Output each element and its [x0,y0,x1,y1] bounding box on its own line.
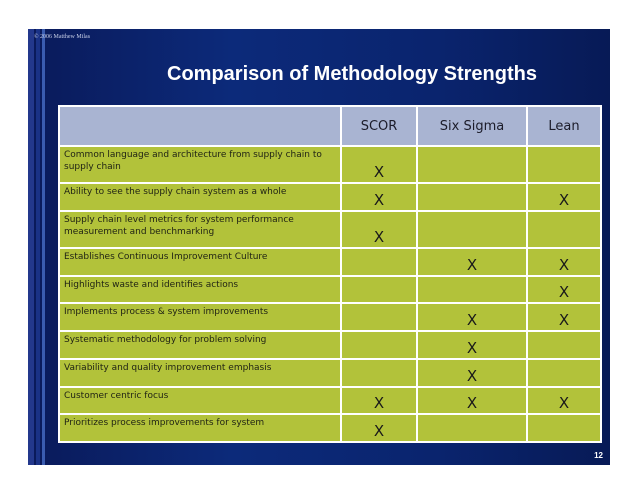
table-row [59,359,601,387]
criterion-label: Prioritizes process improvements for system [59,414,341,442]
lean-cell: X [527,276,601,304]
page-number: 12 [594,451,603,460]
scor-cell [341,303,417,331]
six-sigma-cell [417,414,527,442]
scor-cell: X [341,414,417,442]
criterion-label: Implements process & system improvements [59,303,341,331]
table-row [59,414,601,442]
left-accent-bar [42,29,45,465]
criterion-label: Highlights waste and identifies actions [59,276,341,304]
six-sigma-cell [417,183,527,211]
table-row [59,146,601,183]
table-header-row [59,106,601,146]
table-row [59,331,601,359]
header-scor: SCOR [341,106,417,146]
six-sigma-cell: X [417,303,527,331]
scor-cell [341,359,417,387]
table-row [59,303,601,331]
header-six-sigma: Six Sigma [417,106,527,146]
scor-cell [341,248,417,276]
scor-cell [341,331,417,359]
copyright-notice: © 2006 Matthew Milas [34,34,91,40]
left-accent-bar [28,29,34,465]
slide-title: Comparison of Methodology Strengths [167,63,537,85]
lean-cell: X [527,387,601,415]
six-sigma-cell: X [417,331,527,359]
table-row [59,276,601,304]
criterion-label: Systematic methodology for problem solving [59,331,341,359]
lean-cell: X [527,303,601,331]
six-sigma-cell: X [417,387,527,415]
lean-cell [527,146,601,183]
six-sigma-cell [417,146,527,183]
criterion-label: Variability and quality improvement emphasis [59,359,341,387]
criterion-label: Establishes Continuous Improvement Culture [59,248,341,276]
criterion-label: Customer centric focus [59,387,341,415]
lean-cell [527,331,601,359]
six-sigma-cell: X [417,359,527,387]
criterion-label: Supply chain level metrics for system performance measurement and benchmarking [59,211,341,248]
table-row [59,387,601,415]
left-accent-bar [36,29,40,465]
lean-cell [527,211,601,248]
lean-cell: X [527,248,601,276]
lean-cell [527,359,601,387]
scor-cell [341,276,417,304]
six-sigma-cell [417,211,527,248]
six-sigma-cell: X [417,248,527,276]
comparison-table [58,105,602,443]
scor-cell: X [341,146,417,183]
table-row [59,183,601,211]
header-lean: Lean [527,106,601,146]
scor-cell: X [341,183,417,211]
lean-cell [527,414,601,442]
scor-cell: X [341,387,417,415]
six-sigma-cell [417,276,527,304]
table-row [59,248,601,276]
criterion-label: Ability to see the supply chain system as a whole [59,183,341,211]
criterion-label: Common language and architecture from supply chain to supply chain [59,146,341,183]
lean-cell: X [527,183,601,211]
table-row [59,211,601,248]
slide [28,29,610,465]
header-blank-cell [59,106,341,146]
scor-cell: X [341,211,417,248]
